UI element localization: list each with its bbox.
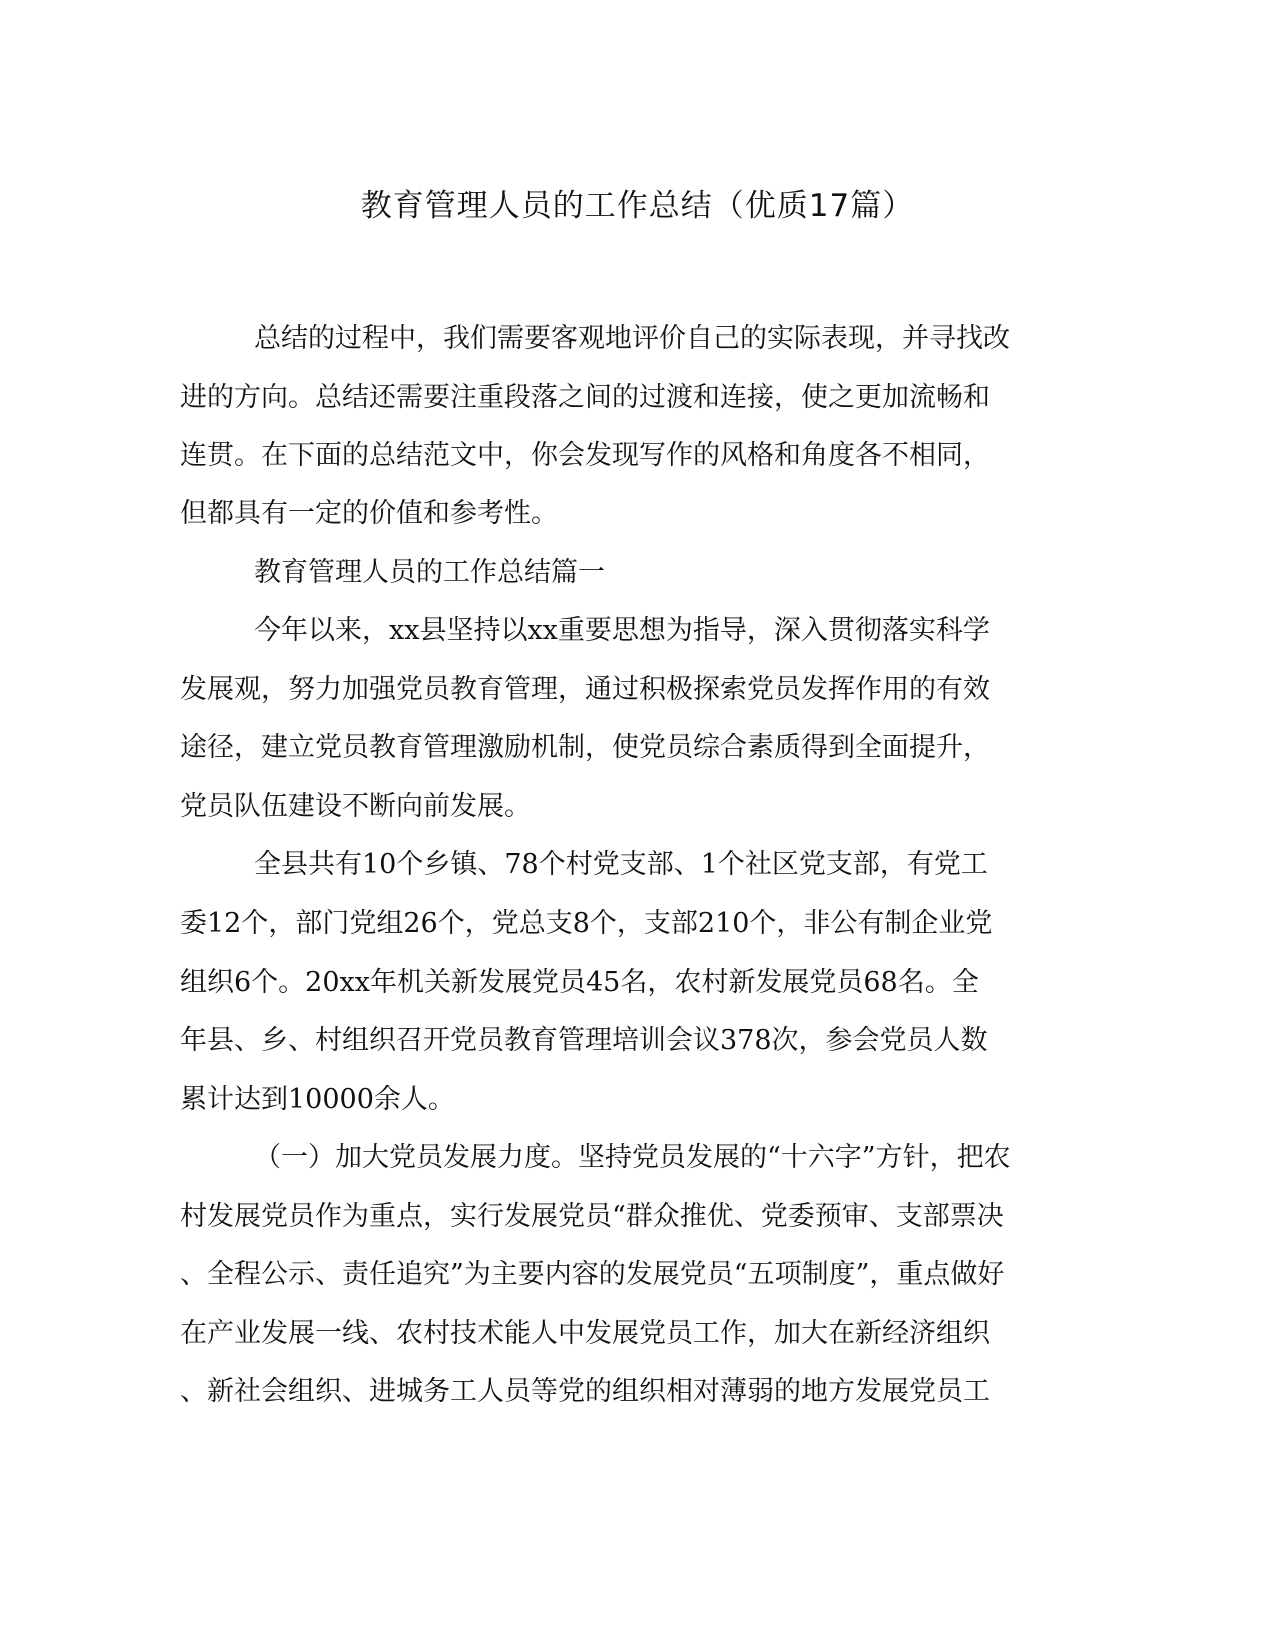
paragraph-line: 委12个，部门党组26个，党总支8个，支部210个，非公有制企业党 [180,908,993,939]
paragraph-line: 连贯。在下面的总结范文中，你会发现写作的风格和角度各不相同， [180,440,990,471]
paragraph-line: 全县共有10个乡镇、78个村党支部、1个社区党支部，有党工 [254,849,988,880]
paragraph-line: 发展观，努力加强党员教育管理，通过积极探索党员发挥作用的有效 [180,674,990,705]
paragraph-line: 总结的过程中，我们需要客观地评价自己的实际表现，并寻找改 [254,323,1010,354]
paragraph-line: 组织6个。20xx年机关新发展党员45名，农村新发展党员68名。全 [180,967,979,998]
section-heading: 教育管理人员的工作总结篇一 [254,557,605,588]
paragraph-line: 进的方向。总结还需要注重段落之间的过渡和连接，使之更加流畅和 [180,382,990,413]
paragraph-line: 、全程公示、责任追究”为主要内容的发展党员“五项制度”，重点做好 [180,1259,1005,1290]
paragraph-line: 年县、乡、村组织召开党员教育管理培训会议378次，参会党员人数 [180,1025,988,1056]
paragraph-line: 今年以来，xx县坚持以xx重要思想为指导，深入贯彻落实科学 [254,615,990,646]
document-title: 教育管理人员的工作总结（优质17篇） [360,188,915,224]
paragraph-line: 、新社会组织、进城务工人员等党的组织相对薄弱的地方发展党员工 [180,1376,990,1407]
paragraph-line: （一）加大党员发展力度。坚持党员发展的“十六字”方针，把农 [254,1142,1011,1173]
paragraph-line: 途径，建立党员教育管理激励机制，使党员综合素质得到全面提升， [180,732,990,763]
paragraph-line: 但都具有一定的价值和参考性。 [180,498,558,529]
paragraph-line: 累计达到10000余人。 [180,1084,455,1115]
paragraph-line: 村发展党员作为重点，实行发展党员“群众推优、党委预审、支部票决 [180,1201,1004,1232]
paragraph-line: 党员队伍建设不断向前发展。 [180,791,531,822]
paragraph-line: 在产业发展一线、农村技术能人中发展党员工作，加大在新经济组织 [180,1318,990,1349]
